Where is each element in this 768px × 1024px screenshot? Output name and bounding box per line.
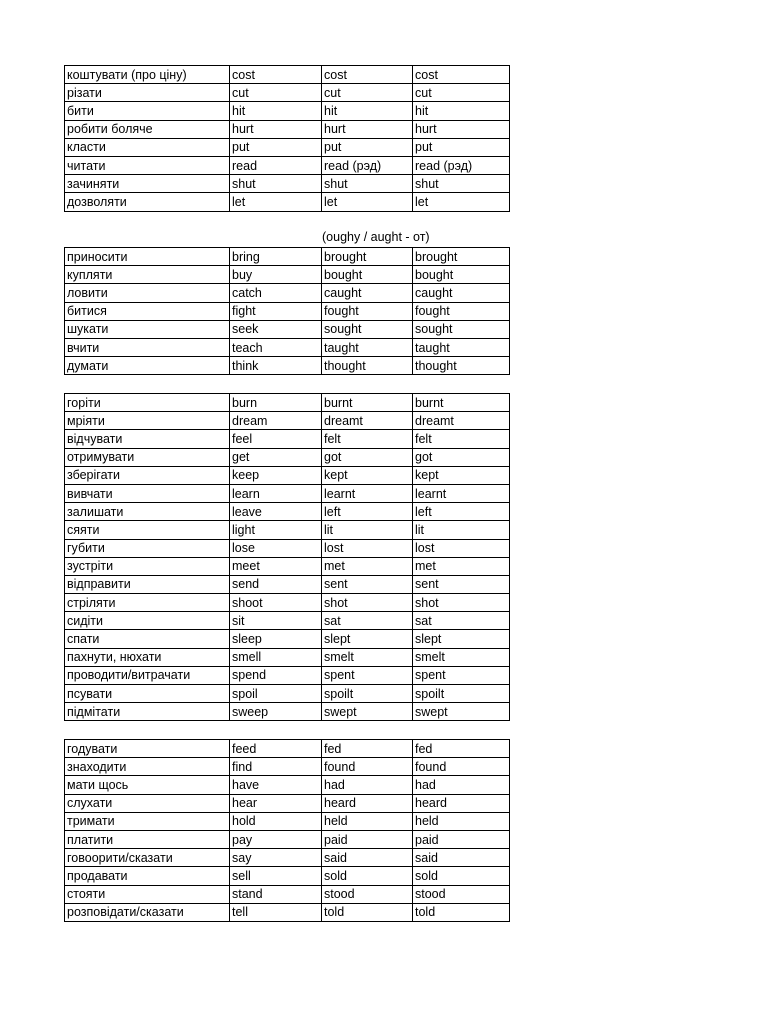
past-simple-cell: felt (322, 430, 413, 448)
past-simple-cell: held (322, 812, 413, 830)
past-simple-cell: spoilt (322, 685, 413, 703)
table-row (65, 703, 510, 721)
past-participle-cell: slept (413, 630, 510, 648)
table-row (65, 575, 510, 593)
past-participle-cell: burnt (413, 394, 510, 412)
past-simple-cell: dreamt (322, 412, 413, 430)
translation-cell: класти (65, 138, 230, 156)
past-simple-cell: fed (322, 740, 413, 758)
infinitive-cell: dream (230, 412, 322, 430)
past-simple-cell: sold (322, 867, 413, 885)
infinitive-cell: smell (230, 648, 322, 666)
table-row (65, 248, 510, 266)
past-simple-cell: thought (322, 357, 413, 375)
infinitive-cell: hear (230, 794, 322, 812)
past-participle-cell: hurt (413, 120, 510, 138)
table-row (65, 102, 510, 120)
infinitive-cell: hold (230, 812, 322, 830)
table-row (65, 338, 510, 356)
table-row (65, 302, 510, 320)
table-row (65, 394, 510, 412)
table-row (65, 430, 510, 448)
table-row (65, 521, 510, 539)
translation-cell: говоорити/сказати (65, 849, 230, 867)
translation-cell: отримувати (65, 448, 230, 466)
past-simple-cell: sat (322, 612, 413, 630)
translation-cell: платити (65, 830, 230, 848)
past-participle-cell: taught (413, 338, 510, 356)
past-simple-cell: learnt (322, 484, 413, 502)
translation-cell: відправити (65, 575, 230, 593)
past-participle-cell: bought (413, 266, 510, 284)
past-simple-cell: bought (322, 266, 413, 284)
verb-table-group-3 (64, 393, 510, 721)
past-participle-cell: learnt (413, 484, 510, 502)
translation-cell: вивчати (65, 484, 230, 502)
table-row (65, 903, 510, 921)
table-row (65, 193, 510, 211)
table-row (65, 84, 510, 102)
translation-cell: залишати (65, 503, 230, 521)
past-participle-cell: smelt (413, 648, 510, 666)
past-simple-cell: had (322, 776, 413, 794)
past-simple-cell: stood (322, 885, 413, 903)
translation-cell: горіти (65, 394, 230, 412)
infinitive-cell: get (230, 448, 322, 466)
infinitive-cell: feed (230, 740, 322, 758)
table-row (65, 594, 510, 612)
translation-cell: битися (65, 302, 230, 320)
table-row (65, 794, 510, 812)
past-participle-cell: lit (413, 521, 510, 539)
past-participle-cell: kept (413, 466, 510, 484)
translation-cell: годувати (65, 740, 230, 758)
infinitive-cell: learn (230, 484, 322, 502)
past-participle-cell: shot (413, 594, 510, 612)
table-row (65, 357, 510, 375)
table-row (65, 120, 510, 138)
table-row (65, 849, 510, 867)
infinitive-cell: catch (230, 284, 322, 302)
table-row (65, 320, 510, 338)
translation-cell: вчити (65, 338, 230, 356)
infinitive-cell: sleep (230, 630, 322, 648)
table-row (65, 740, 510, 758)
table-row (65, 630, 510, 648)
translation-cell: мріяти (65, 412, 230, 430)
infinitive-cell: sweep (230, 703, 322, 721)
past-simple-cell: lost (322, 539, 413, 557)
past-simple-cell: told (322, 903, 413, 921)
translation-cell: робити боляче (65, 120, 230, 138)
past-simple-cell: cut (322, 84, 413, 102)
past-simple-cell: taught (322, 338, 413, 356)
past-participle-cell: had (413, 776, 510, 794)
infinitive-cell: shut (230, 175, 322, 193)
past-participle-cell: cut (413, 84, 510, 102)
translation-cell: бити (65, 102, 230, 120)
infinitive-cell: seek (230, 320, 322, 338)
translation-cell: підмітати (65, 703, 230, 721)
table-row (65, 156, 510, 174)
infinitive-cell: tell (230, 903, 322, 921)
past-simple-cell: smelt (322, 648, 413, 666)
translation-cell: зачиняти (65, 175, 230, 193)
infinitive-cell: fight (230, 302, 322, 320)
past-participle-cell: spoilt (413, 685, 510, 703)
past-participle-cell: said (413, 849, 510, 867)
past-participle-cell: caught (413, 284, 510, 302)
infinitive-cell: leave (230, 503, 322, 521)
past-participle-cell: put (413, 138, 510, 156)
translation-cell: шукати (65, 320, 230, 338)
infinitive-cell: meet (230, 557, 322, 575)
past-simple-cell: met (322, 557, 413, 575)
past-participle-cell: sat (413, 612, 510, 630)
infinitive-cell: shoot (230, 594, 322, 612)
past-participle-cell: got (413, 448, 510, 466)
infinitive-cell: let (230, 193, 322, 211)
table-row (65, 484, 510, 502)
table-row (65, 885, 510, 903)
past-participle-cell: sent (413, 575, 510, 593)
infinitive-cell: lose (230, 539, 322, 557)
table-row (65, 503, 510, 521)
past-simple-cell: sent (322, 575, 413, 593)
past-simple-cell: shut (322, 175, 413, 193)
translation-cell: слухати (65, 794, 230, 812)
table-row (65, 776, 510, 794)
infinitive-cell: put (230, 138, 322, 156)
translation-cell: знаходити (65, 758, 230, 776)
table-row (65, 448, 510, 466)
infinitive-cell: bring (230, 248, 322, 266)
table-row (65, 284, 510, 302)
past-simple-cell: brought (322, 248, 413, 266)
infinitive-cell: feel (230, 430, 322, 448)
translation-cell: спати (65, 630, 230, 648)
translation-cell: сидіти (65, 612, 230, 630)
past-simple-cell: heard (322, 794, 413, 812)
translation-cell: приносити (65, 248, 230, 266)
past-participle-cell: sought (413, 320, 510, 338)
table-row (65, 612, 510, 630)
past-simple-cell: left (322, 503, 413, 521)
table-row (65, 666, 510, 684)
table-row (65, 648, 510, 666)
infinitive-cell: send (230, 575, 322, 593)
translation-cell: зберігати (65, 466, 230, 484)
past-participle-cell: lost (413, 539, 510, 557)
infinitive-cell: pay (230, 830, 322, 848)
infinitive-cell: keep (230, 466, 322, 484)
translation-cell: сяяти (65, 521, 230, 539)
past-participle-cell: fought (413, 302, 510, 320)
past-participle-cell: hit (413, 102, 510, 120)
translation-cell: пахнути, нюхати (65, 648, 230, 666)
past-participle-cell: heard (413, 794, 510, 812)
infinitive-cell: hurt (230, 120, 322, 138)
infinitive-cell: have (230, 776, 322, 794)
table-row (65, 66, 510, 84)
past-participle-cell: fed (413, 740, 510, 758)
past-simple-cell: swept (322, 703, 413, 721)
group-2-note: (oughy / aught - от) (322, 230, 430, 244)
infinitive-cell: think (230, 357, 322, 375)
past-participle-cell: dreamt (413, 412, 510, 430)
infinitive-cell: light (230, 521, 322, 539)
table-row (65, 539, 510, 557)
past-participle-cell: shut (413, 175, 510, 193)
translation-cell: купляти (65, 266, 230, 284)
past-participle-cell: left (413, 503, 510, 521)
past-simple-cell: put (322, 138, 413, 156)
past-participle-cell: told (413, 903, 510, 921)
infinitive-cell: burn (230, 394, 322, 412)
translation-cell: псувати (65, 685, 230, 703)
past-simple-cell: got (322, 448, 413, 466)
infinitive-cell: find (230, 758, 322, 776)
past-simple-cell: kept (322, 466, 413, 484)
table-row (65, 412, 510, 430)
infinitive-cell: buy (230, 266, 322, 284)
past-simple-cell: let (322, 193, 413, 211)
past-simple-cell: shot (322, 594, 413, 612)
translation-cell: стріляти (65, 594, 230, 612)
past-participle-cell: held (413, 812, 510, 830)
translation-cell: дозволяти (65, 193, 230, 211)
table-row (65, 830, 510, 848)
translation-cell: проводити/витрачати (65, 666, 230, 684)
translation-cell: розповідати/сказати (65, 903, 230, 921)
past-simple-cell: paid (322, 830, 413, 848)
past-participle-cell: thought (413, 357, 510, 375)
past-participle-cell: cost (413, 66, 510, 84)
infinitive-cell: read (230, 156, 322, 174)
past-participle-cell: paid (413, 830, 510, 848)
verb-table-group-4 (64, 739, 510, 922)
verb-table-group-1 (64, 65, 510, 212)
past-participle-cell: brought (413, 248, 510, 266)
infinitive-cell: cut (230, 84, 322, 102)
translation-cell: відчувати (65, 430, 230, 448)
infinitive-cell: sit (230, 612, 322, 630)
past-simple-cell: sought (322, 320, 413, 338)
past-simple-cell: burnt (322, 394, 413, 412)
table-row (65, 557, 510, 575)
infinitive-cell: hit (230, 102, 322, 120)
past-participle-cell: let (413, 193, 510, 211)
infinitive-cell: spoil (230, 685, 322, 703)
translation-cell: різати (65, 84, 230, 102)
past-participle-cell: met (413, 557, 510, 575)
past-simple-cell: caught (322, 284, 413, 302)
table-row (65, 138, 510, 156)
table-row (65, 685, 510, 703)
past-simple-cell: read (рэд) (322, 156, 413, 174)
past-simple-cell: lit (322, 521, 413, 539)
translation-cell: читати (65, 156, 230, 174)
past-participle-cell: felt (413, 430, 510, 448)
past-participle-cell: sold (413, 867, 510, 885)
infinitive-cell: say (230, 849, 322, 867)
translation-cell: ловити (65, 284, 230, 302)
past-simple-cell: said (322, 849, 413, 867)
past-participle-cell: stood (413, 885, 510, 903)
translation-cell: губити (65, 539, 230, 557)
translation-cell: продавати (65, 867, 230, 885)
past-participle-cell: read (рэд) (413, 156, 510, 174)
verb-table-group-2 (64, 247, 510, 375)
past-simple-cell: spent (322, 666, 413, 684)
infinitive-cell: sell (230, 867, 322, 885)
past-simple-cell: cost (322, 66, 413, 84)
table-row (65, 812, 510, 830)
past-participle-cell: found (413, 758, 510, 776)
past-simple-cell: hit (322, 102, 413, 120)
past-simple-cell: slept (322, 630, 413, 648)
infinitive-cell: spend (230, 666, 322, 684)
past-simple-cell: fought (322, 302, 413, 320)
past-simple-cell: found (322, 758, 413, 776)
past-participle-cell: swept (413, 703, 510, 721)
translation-cell: зустріти (65, 557, 230, 575)
past-simple-cell: hurt (322, 120, 413, 138)
table-row (65, 266, 510, 284)
table-row (65, 175, 510, 193)
table-row (65, 466, 510, 484)
translation-cell: мати щось (65, 776, 230, 794)
infinitive-cell: cost (230, 66, 322, 84)
translation-cell: стояти (65, 885, 230, 903)
infinitive-cell: stand (230, 885, 322, 903)
infinitive-cell: teach (230, 338, 322, 356)
translation-cell: тримати (65, 812, 230, 830)
table-row (65, 867, 510, 885)
table-row (65, 758, 510, 776)
translation-cell: коштувати (про ціну) (65, 66, 230, 84)
past-participle-cell: spent (413, 666, 510, 684)
translation-cell: думати (65, 357, 230, 375)
